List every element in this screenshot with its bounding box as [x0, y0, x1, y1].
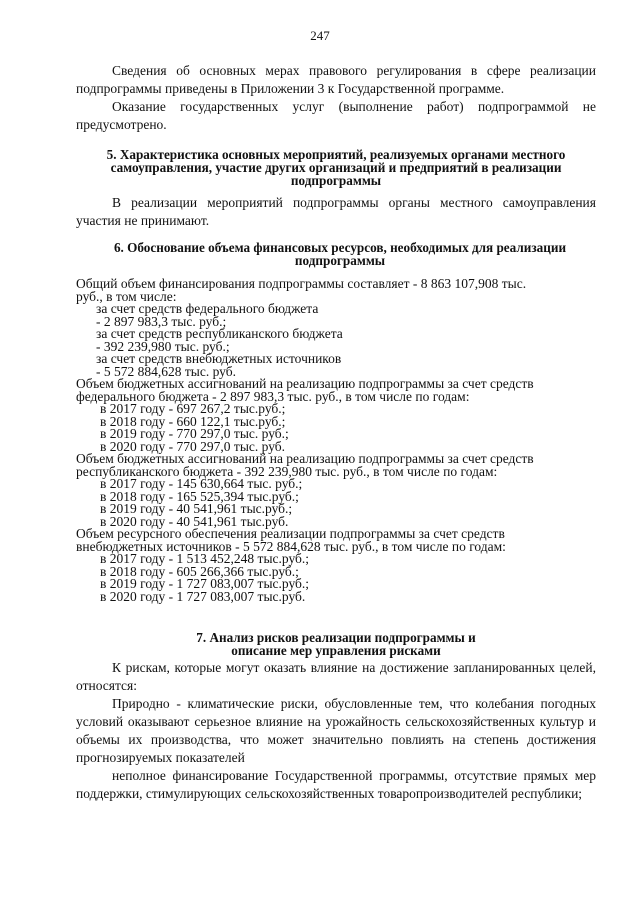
financing-line: за счет средств внебюджетных источников: [96, 351, 342, 366]
section-5-text: В реализации мероприятий подпрограммы органы местного самоуправления участия не принимают.: [76, 195, 596, 228]
intro-paragraph-2: Оказание государственных услуг (выполнение работ) подпрограммой не предусмотрено.: [76, 99, 596, 132]
section-6-financing: [76, 278, 596, 603]
financing-line: Объем ресурсного обеспечения реализации подпрограммы за счет средств: [76, 526, 505, 541]
financing-year-line: в 2020 году - 770 297,0 тыс. руб.: [100, 438, 286, 454]
financing-line: - 5 572 884,628 тыс. руб.: [96, 363, 236, 379]
financing-year-line: в 2020 году - 1 727 083,007 тыс.руб.: [100, 588, 306, 604]
section-7-paragraph-2: Природно - климатические риски, обусловленные тем, что колебания погодных условий оказывают серьезное влияние на урожайность сельскохозяйственных культур и объемы их производства, что может значительно повлиять на степень достижения прогнозируемых показателей: [76, 696, 596, 765]
section-7-paragraph-1: К рискам, которые могут оказать влияние на достижение запланированных целей, относятся:: [76, 660, 596, 693]
financing-line: Общий объем финансирования подпрограммы составляет - 8 863 107,908 тыс.: [76, 276, 527, 291]
section-7-title-line-1: 7. Анализ рисков реализации подпрограммы и: [196, 630, 476, 645]
section-6-title: 6. Обоснование объема финансовых ресурсов, необходимых для реализации подпрограммы: [113, 240, 567, 268]
financing-year-line: в 2020 году - 40 541,961 тыс.руб.: [100, 513, 289, 529]
section-7-paragraph-3: неполное финансирование Государственной программы, отсутствие прямых мер поддержки, стимулирующих сельскохозяйственных товаропроизводителей республики;: [76, 768, 596, 801]
financing-year-line: в 2019 году - 770 297,0 тыс. руб.;: [100, 426, 289, 441]
page-number: 247: [310, 28, 330, 43]
financing-year-line: в 2017 году - 697 267,2 тыс.руб.;: [100, 401, 286, 416]
financing-line: республиканского бюджета - 392 239,980 тыс. руб., в том числе по годам:: [76, 463, 498, 479]
section-5-title: 5. Характеристика основных мероприятий, реализуемых органами местного самоуправления, участие других организаций и предприятий в реализации подпрограммы: [106, 147, 566, 188]
financing-year-line: в 2018 году - 605 266,366 тыс.руб.;: [100, 563, 299, 579]
financing-line: федерального бюджета - 2 897 983,3 тыс. руб., в том числе по годам:: [76, 388, 470, 404]
section-7-title-line-2: описание мер управления рисками: [231, 643, 441, 658]
financing-year-line: в 2018 году - 660 122,1 тыс.руб.;: [100, 413, 286, 429]
financing-year-line: в 2017 году - 145 630,664 тыс. руб.;: [100, 476, 303, 491]
financing-year-line: в 2019 году - 1 727 083,007 тыс.руб.;: [100, 576, 310, 591]
financing-line: внебюджетных источников - 5 572 884,628 тыс. руб., в том числе по годам:: [76, 538, 506, 554]
financing-line: за счет средств федерального бюджета: [96, 301, 319, 316]
financing-line: Объем бюджетных ассигнований на реализацию подпрограммы за счет средств: [76, 376, 534, 391]
financing-line: - 392 239,980 тыс. руб.;: [96, 338, 230, 354]
financing-year-line: в 2019 году - 40 541,961 тыс.руб.;: [100, 501, 293, 516]
financing-line: - 2 897 983,3 тыс. руб.;: [96, 313, 227, 329]
intro-paragraph-1: Сведения об основных мерах правового регулирования в сфере реализации подпрограммы приведены в Приложении 3 к Государственной программе.: [76, 63, 596, 96]
financing-line: руб., в том числе:: [76, 288, 177, 304]
financing-line: Объем бюджетных ассигнований на реализацию подпрограммы за счет средств: [76, 451, 534, 466]
financing-year-line: в 2017 году - 1 513 452,248 тыс.руб.;: [100, 551, 310, 566]
financing-line: за счет средств республиканского бюджета: [96, 326, 343, 341]
section-7-title: [76, 631, 596, 657]
financing-year-line: в 2018 году - 165 525,394 тыс.руб.;: [100, 488, 299, 504]
